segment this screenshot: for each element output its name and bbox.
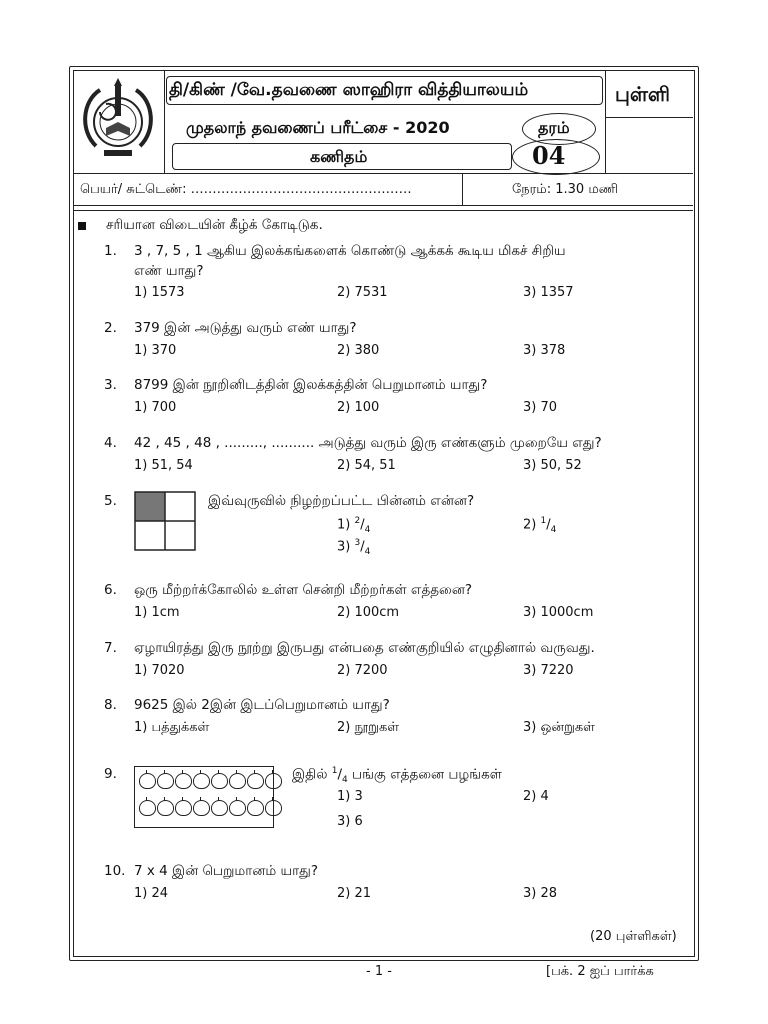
apple-icon xyxy=(193,773,210,789)
option-2[interactable]: 2) நூறுகள் xyxy=(337,720,400,735)
question-text: 42 , 45 , 48 , ........., .......... அடுத்து வரும் இரு எண்களும் முறையே எது? xyxy=(134,435,602,451)
instruction-bullet xyxy=(78,222,86,230)
apple-icon xyxy=(265,800,282,816)
option-1[interactable]: 1) 3 xyxy=(337,789,363,804)
option-3[interactable]: 3) 70 xyxy=(523,400,558,415)
option-1[interactable]: 1) பத்துக்கள் xyxy=(134,720,210,735)
option-3[interactable]: 3) 378 xyxy=(523,343,566,358)
option-1[interactable]: 1) 51, 54 xyxy=(134,458,193,473)
question-text: இவ்வுருவில் நிழற்றப்பட்ட பின்னம் என்ன? xyxy=(208,493,475,509)
question-number: 1. xyxy=(104,243,117,259)
option-2[interactable]: 2) 7531 xyxy=(337,285,388,300)
option-2[interactable]: 2) 100cm xyxy=(337,605,400,620)
question-text: 7 x 4 இன் பெறுமானம் யாது? xyxy=(134,863,319,879)
apple-icon xyxy=(193,800,210,816)
apple-icon xyxy=(229,800,246,816)
school-name-box xyxy=(166,76,603,105)
grade-label: தரம் xyxy=(538,118,570,137)
question-number: 10. xyxy=(104,863,126,879)
name-row-divider-1 xyxy=(73,205,693,206)
total-marks: (20 புள்ளிகள்) xyxy=(590,929,677,944)
option-2[interactable]: 2) $^1/_4$ xyxy=(523,516,557,535)
question-number: 6. xyxy=(104,582,117,598)
page-number: - 1 - xyxy=(366,964,392,979)
question-number: 2. xyxy=(104,320,117,336)
option-2[interactable]: 2) 380 xyxy=(337,343,380,358)
question-text: 3 , 7, 5 , 1 ஆகிய இலக்கங்களைக் கொண்டு ஆக்கக் கூடிய மிகச் சிறிய xyxy=(134,243,566,259)
apple-icon xyxy=(157,800,174,816)
option-1[interactable]: 1) 7020 xyxy=(134,663,185,678)
exam-title: முதலாந் தவணைப் பரீட்சை - 2020 xyxy=(186,118,450,137)
name-row-divider-2 xyxy=(73,210,693,211)
question-text-cont: எண் யாது? xyxy=(134,263,204,279)
question-number: 3. xyxy=(104,377,117,393)
option-3[interactable]: 3) 1000cm xyxy=(523,605,594,620)
option-3[interactable]: 3) 28 xyxy=(523,886,558,901)
apple-icon xyxy=(139,800,156,816)
apple-icon xyxy=(211,773,228,789)
grade-value: 04 xyxy=(532,141,566,170)
option-3[interactable]: 3) 50, 52 xyxy=(523,458,582,473)
school-logo xyxy=(78,76,158,168)
logo-column-divider xyxy=(164,70,165,173)
apple-icon xyxy=(157,773,174,789)
question-number: 9. xyxy=(104,766,117,782)
apple-icon xyxy=(211,800,228,816)
school-name: தி/கிண் /வே.தவணை ஸாஹிரா வித்தியாலயம் xyxy=(169,80,529,100)
question-number: 4. xyxy=(104,435,117,451)
apple-icon xyxy=(247,800,264,816)
marks-column-divider xyxy=(605,70,606,173)
question-number: 7. xyxy=(104,640,117,656)
apples-figure xyxy=(134,766,274,828)
header-divider xyxy=(73,173,693,174)
marks-box-divider xyxy=(605,117,693,118)
option-1[interactable]: 1) 24 xyxy=(134,886,169,901)
question-number: 5. xyxy=(104,493,117,509)
next-page-note: [பக். 2 ஐப் பார்க்க xyxy=(546,964,654,979)
question-number: 8. xyxy=(104,697,117,713)
option-3[interactable]: 3) 6 xyxy=(337,814,363,829)
apple-icon xyxy=(229,773,246,789)
option-3[interactable]: 3) $^3/_4$ xyxy=(337,538,371,557)
option-3[interactable]: 3) ஒன்றுகள் xyxy=(523,720,595,735)
question-text: இதில் $^1/_4$ பங்கு எத்தனை பழங்கள் xyxy=(292,766,502,786)
option-3[interactable]: 3) 1357 xyxy=(523,285,574,300)
option-1[interactable]: 1) $^2/_4$ xyxy=(337,516,371,535)
name-index-field: பெயர்/ சுட்டெண்: …………………………………………… xyxy=(80,182,412,197)
apple-icon xyxy=(175,773,192,789)
option-1[interactable]: 1) 1cm xyxy=(134,605,180,620)
option-1[interactable]: 1) 370 xyxy=(134,343,177,358)
option-1[interactable]: 1) 700 xyxy=(134,400,177,415)
option-2[interactable]: 2) 54, 51 xyxy=(337,458,396,473)
question-text: 379 இன் அடுத்து வரும் எண் யாது? xyxy=(134,320,357,336)
question-text: 9625 இல் 2இன் இடப்பெறுமானம் யாது? xyxy=(134,697,390,713)
apple-icon xyxy=(247,773,264,789)
fraction-grid-figure xyxy=(134,491,196,551)
option-2[interactable]: 2) 21 xyxy=(337,886,372,901)
apple-icon xyxy=(175,800,192,816)
apple-row-top xyxy=(139,773,283,793)
option-2[interactable]: 2) 100 xyxy=(337,400,380,415)
question-text: ஒரு மீற்றர்க்கோலில் உள்ள சென்றி மீற்றர்கள் எத்தனை? xyxy=(134,582,473,598)
option-1[interactable]: 1) 1573 xyxy=(134,285,185,300)
question-text: ஏழாயிரத்து இரு நூற்று இருபது என்பதை எண்குறியில் எழுதினால் வருவது. xyxy=(134,640,595,656)
marks-label: புள்ளி xyxy=(615,82,671,106)
exam-time: நேரம்: 1.30 மணி xyxy=(512,182,619,197)
subject-title: கணிதம் xyxy=(310,147,368,166)
apple-icon xyxy=(265,773,282,789)
apple-row-bottom xyxy=(139,800,283,820)
option-3[interactable]: 3) 7220 xyxy=(523,663,574,678)
option-2[interactable]: 2) 4 xyxy=(523,789,549,804)
instruction-text: சரியான விடையின் கீழ்க் கோடிடுக. xyxy=(106,217,323,233)
question-text: 8799 இன் நூறினிடத்தின் இலக்கத்தின் பெறுமானம் யாது? xyxy=(134,377,488,393)
name-time-divider xyxy=(462,173,463,205)
option-2[interactable]: 2) 7200 xyxy=(337,663,388,678)
apple-icon xyxy=(139,773,156,789)
